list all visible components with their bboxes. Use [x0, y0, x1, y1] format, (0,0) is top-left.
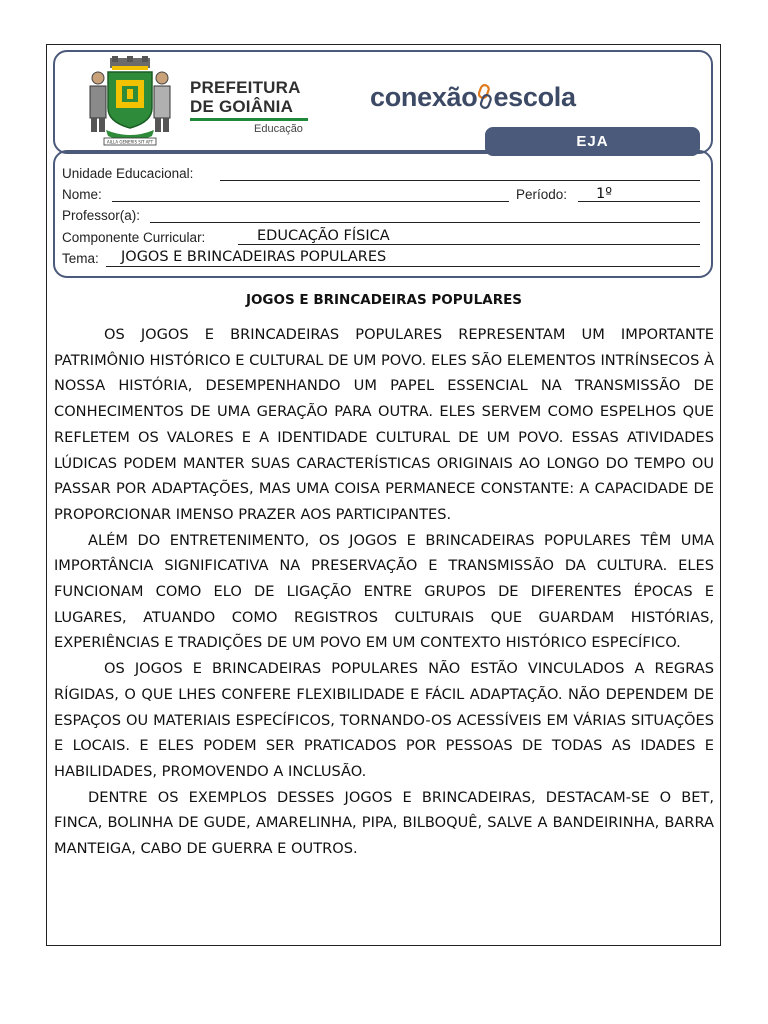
crest-motto: AILLA GENERIS SIT AFT — [106, 139, 154, 145]
paragraph-4: DENTRE OS EXEMPLOS DESSES JOGOS E BRINCADEIRAS, DESTACAM-SE O BET, FINCA, BOLINHA DE GUDE, AMARELINHA, PIPA, BILBOQUÊ, SALVE A BANDEIRINHA, BARRA MANTEIGA, CABO DE GUERRA E OUTROS. — [54, 788, 714, 858]
unidade-field[interactable] — [220, 180, 700, 181]
document-body — [54, 322, 714, 862]
nome-field[interactable] — [112, 201, 509, 202]
prefeitura-subtitle: Educação — [254, 123, 303, 135]
periodo-label: Período: — [516, 187, 568, 202]
tema-label: Tema: — [62, 251, 99, 266]
prefeitura-underline — [190, 118, 308, 121]
program-logo-part2: escola — [493, 82, 576, 112]
paragraph-2: ALÉM DO ENTRETENIMENTO, OS JOGOS E BRINCADEIRAS POPULARES TÊM UMA IMPORTÂNCIA SIGNIFICATIVA NA PRESERVAÇÃO E TRANSMISSÃO DA CULTURA. ELES FUNCIONAM COMO ELO DE LIGAÇÃO ENTRE GRUPOS DE DIFERENTES ÉPOCAS E LUGARES, ATUANDO COMO REGISTROS CULTURAIS QUE GUARDAM HISTÓRIAS, EXPERIÊNCIAS E TRADIÇÕES DE UM POVO EM UM CONTEXTO HISTÓRICO ESPECÍFICO. — [54, 531, 714, 652]
chain-link-icon — [478, 84, 492, 110]
componente-field[interactable] — [238, 244, 700, 245]
professor-field[interactable] — [150, 222, 700, 223]
professor-label: Professor(a): — [62, 208, 141, 223]
goiania-crest-icon — [78, 56, 182, 148]
tema-field[interactable] — [106, 266, 700, 267]
componente-value: EDUCAÇÃO FÍSICA — [257, 228, 390, 244]
periodo-value: 1º — [596, 186, 613, 202]
tema-value: JOGOS E BRINCADEIRAS POPULARES — [121, 249, 387, 265]
paragraph-1: OS JOGOS E BRINCADEIRAS POPULARES REPRESENTAM UM IMPORTANTE PATRIMÔNIO HISTÓRICO E CULTURAL DE UM POVO. ELES SÃO ELEMENTOS INTRÍNSECOS À NOSSA HISTÓRIA, DESEMPENHANDO UM PAPEL ESSENCIAL NA TRANSMISSÃO DE CONHECIMENTOS DE UMA GERAÇÃO PARA OUTRA. ELES SERVEM COMO ESPELHOS QUE REFLETEM OS VALORES E A IDENTIDADE CULTURAL DE UM POVO. ESSAS ATIVIDADES LÚDICAS PODEM MANTER SUAS CARACTERÍSTICAS ORIGINAIS AO LONGO DO TEMPO OU PASSAR POR ADAPTAÇÕES, MAS UMA COISA PERMANECE CONSTANTE: A CAPACIDADE DE PROPORCIONAR IMENSO PRAZER AOS PARTICIPANTES. — [54, 326, 714, 523]
componente-label: Componente Curricular: — [62, 230, 206, 245]
unidade-label: Unidade Educacional: — [62, 166, 194, 181]
eja-tab: EJA — [485, 127, 700, 156]
program-logo — [370, 82, 576, 113]
nome-label: Nome: — [62, 187, 102, 202]
paragraph-3: OS JOGOS E BRINCADEIRAS POPULARES NÃO ESTÃO VINCULADOS A REGRAS RÍGIDAS, O QUE LHES CONFERE FLEXIBILIDADE E FÁCIL ADAPTAÇÃO. NÃO DEPENDEM DE ESPAÇOS OU MATERIAIS ESPECÍFICOS, TORNANDO-OS ACESSÍVEIS EM VÁRIAS SITUAÇÕES E LOCAIS. E ELES PODEM SER PRATICADOS POR PESSOAS DE TODAS AS IDADES E HABILIDADES, PROMOVENDO A INCLUSÃO. — [54, 660, 714, 780]
document-title: JOGOS E BRINCADEIRAS POPULARES — [245, 292, 523, 308]
prefeitura-line2: DE GOIÂNIA — [190, 97, 294, 116]
prefeitura-line1: PREFEITURA — [190, 78, 301, 97]
program-logo-part1: conexão — [370, 82, 478, 112]
